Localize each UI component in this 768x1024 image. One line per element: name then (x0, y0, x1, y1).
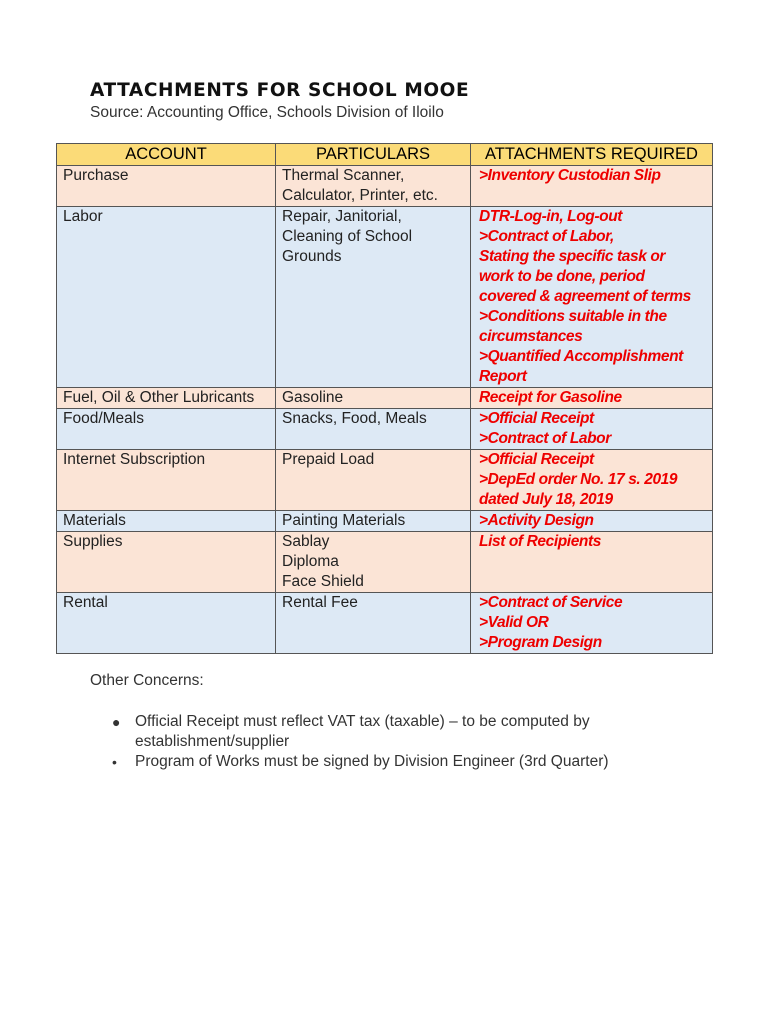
table-row (57, 166, 713, 207)
account-cell: Fuel, Oil & Other Lubricants (57, 388, 276, 409)
bullet-icon: ● (112, 714, 121, 730)
particulars-line: Cleaning of School (282, 228, 413, 245)
attachments-required-cell (471, 166, 713, 207)
document-title: ATTACHMENTS FOR SCHOOL MOOE (90, 80, 470, 101)
attachments-required-cell (471, 511, 713, 532)
particulars-line: Snacks, Food, Meals (282, 410, 427, 427)
attachment-line: >Conditions suitable in the (479, 308, 667, 325)
attachments-required-cell (471, 450, 713, 511)
attachment-line: >Valid OR (479, 614, 549, 631)
attachments-required-cell (471, 207, 713, 388)
particulars-line: Diploma (282, 553, 339, 570)
concern-text: establishment/supplier (135, 733, 290, 750)
particulars-line: Thermal Scanner, (282, 167, 405, 184)
attachment-line: Receipt for Gasoline (479, 389, 622, 406)
attachment-line: Stating the specific task or (479, 248, 666, 265)
particulars-line: Face Shield (282, 573, 364, 590)
particulars-cell (276, 511, 471, 532)
concern-text: Official Receipt must reflect VAT tax (taxable) – to be computed by (135, 713, 590, 730)
attachment-line: >Inventory Custodian Slip (479, 167, 661, 184)
attachment-line: >Official Receipt (479, 451, 594, 468)
account-cell: Supplies (57, 532, 276, 593)
attachment-line: List of Recipients (479, 533, 601, 550)
header-account: ACCOUNT (57, 144, 276, 166)
account-cell: Rental (57, 593, 276, 654)
particulars-line: Calculator, Printer, etc. (282, 187, 438, 204)
concern-item (112, 712, 672, 752)
concern-item (112, 752, 672, 772)
attachments-required-cell (471, 388, 713, 409)
account-cell: Labor (57, 207, 276, 388)
account-cell: Food/Meals (57, 409, 276, 450)
attachment-line: dated July 18, 2019 (479, 491, 613, 508)
table-row (57, 207, 713, 388)
concern-text: Program of Works must be signed by Division Engineer (3rd Quarter) (135, 753, 609, 770)
particulars-line: Prepaid Load (282, 451, 375, 468)
attachment-line: work to be done, period (479, 268, 645, 285)
particulars-line: Repair, Janitorial, (282, 208, 402, 225)
bullet-icon: • (112, 754, 117, 770)
attachment-line: >Contract of Labor (479, 430, 611, 447)
account-cell: Internet Subscription (57, 450, 276, 511)
attachments-required-cell (471, 593, 713, 654)
attachments-required-cell (471, 532, 713, 593)
table-row (57, 450, 713, 511)
attachment-line: >Program Design (479, 634, 602, 651)
other-concerns-list (112, 712, 672, 772)
account-cell: Materials (57, 511, 276, 532)
particulars-cell (276, 166, 471, 207)
attachment-line: >Activity Design (479, 512, 594, 529)
particulars-cell (276, 409, 471, 450)
table-row (57, 532, 713, 593)
header-attachments-required: ATTACHMENTS REQUIRED (471, 144, 713, 166)
particulars-line: Sablay (282, 533, 330, 550)
attachment-line: Report (479, 368, 527, 385)
attachment-line: >Contract of Labor, (479, 228, 614, 245)
table-header-row (57, 144, 713, 166)
table-row (57, 388, 713, 409)
table-row (57, 593, 713, 654)
particulars-line: Gasoline (282, 389, 344, 406)
attachment-line: >Official Receipt (479, 410, 594, 427)
particulars-cell (276, 207, 471, 388)
table-row (57, 511, 713, 532)
header-particulars: PARTICULARS (276, 144, 471, 166)
account-cell: Purchase (57, 166, 276, 207)
particulars-line: Grounds (282, 248, 342, 265)
particulars-line: Rental Fee (282, 594, 358, 611)
attachment-line: >Contract of Service (479, 594, 623, 611)
attachment-line: DTR-Log-in, Log-out (479, 208, 623, 225)
attachments-required-cell (471, 409, 713, 450)
attachment-line: circumstances (479, 328, 583, 345)
document-source: Source: Accounting Office, Schools Division of Iloilo (90, 104, 444, 121)
particulars-cell (276, 388, 471, 409)
table-row (57, 409, 713, 450)
table-body (57, 166, 713, 654)
particulars-cell (276, 532, 471, 593)
attachment-line: >DepEd order No. 17 s. 2019 (479, 471, 678, 488)
other-concerns-heading: Other Concerns: (90, 672, 204, 689)
attachment-line: >Quantified Accomplishment (479, 348, 683, 365)
particulars-cell (276, 593, 471, 654)
attachments-table (56, 143, 713, 654)
attachment-line: covered & agreement of terms (479, 288, 691, 305)
particulars-cell (276, 450, 471, 511)
particulars-line: Painting Materials (282, 512, 406, 529)
